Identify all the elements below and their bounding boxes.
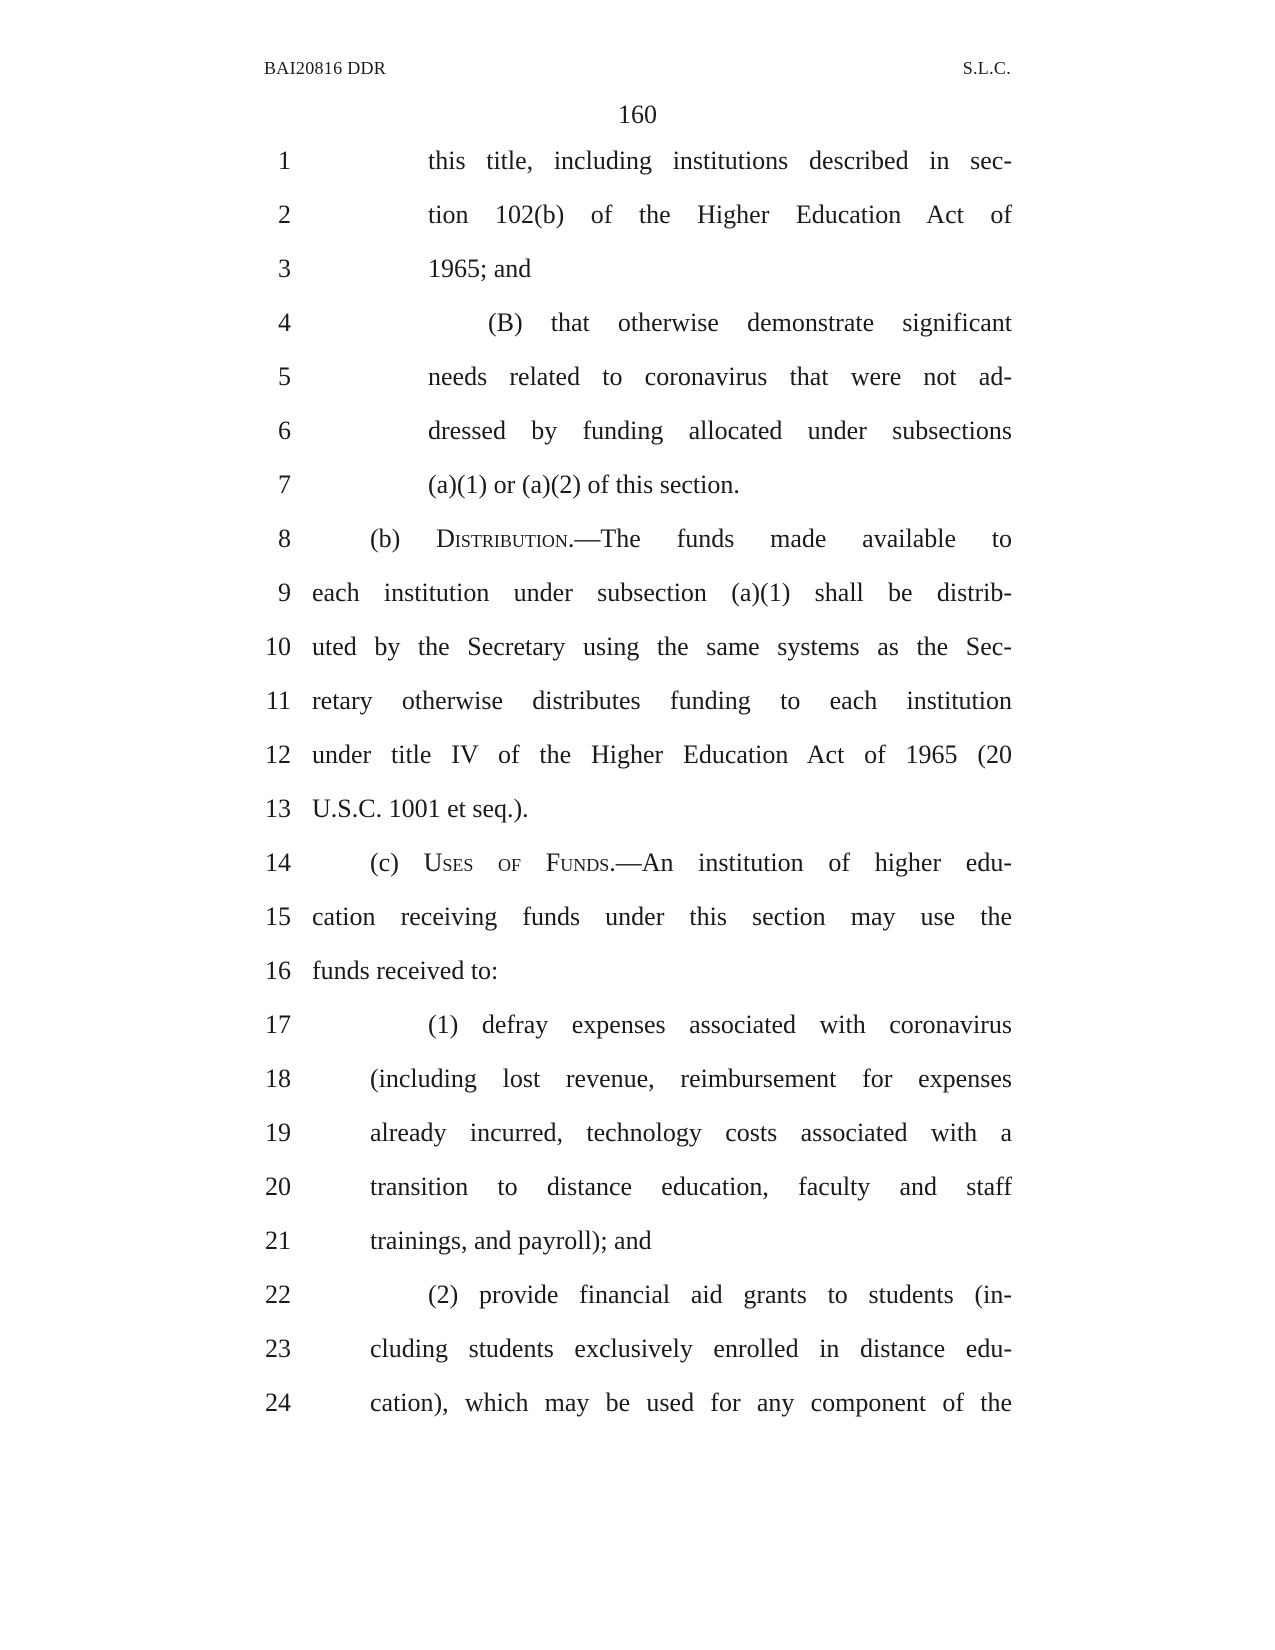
line-number: 5 (278, 362, 291, 391)
line-text: this title, including institutions described in sec- (428, 146, 1012, 175)
text-line (0, 416, 1275, 470)
line-number: 20 (265, 1172, 291, 1201)
line-number: 13 (265, 794, 291, 823)
text-line (0, 578, 1275, 632)
text-line (0, 848, 1275, 902)
text-line (0, 1172, 1275, 1226)
line-number: 15 (265, 902, 291, 931)
line-number: 6 (278, 416, 291, 445)
text-line (0, 740, 1275, 794)
text-line (0, 200, 1275, 254)
line-number: 11 (265, 686, 291, 715)
line-text: (including lost revenue, reimbursement for expenses (370, 1064, 1012, 1093)
line-number: 3 (278, 254, 291, 283)
line-text: already incurred, technology costs associated with a (370, 1118, 1012, 1147)
line-text: each institution under subsection (a)(1) shall be distrib- (312, 578, 1012, 607)
line-text: U.S.C. 1001 et seq.). (312, 794, 529, 823)
subsection-heading: Uses of Funds (423, 848, 610, 877)
line-number: 4 (278, 308, 291, 337)
line-text: 1965; and (428, 254, 532, 283)
subsection-label: (c) (370, 848, 424, 877)
line-text: under title IV of the Higher Education Act of 1965 (20 (312, 740, 1012, 769)
line-text: tion 102(b) of the Higher Education Act of (428, 200, 1012, 229)
subsection-label: (b) (370, 524, 437, 553)
text-line (0, 956, 1275, 1010)
line-text: (B) that otherwise demonstrate significant (488, 308, 1012, 337)
line-number: 14 (265, 848, 291, 877)
line-text: trainings, and payroll); and (370, 1226, 652, 1255)
line-number: 1 (278, 146, 291, 175)
line-number: 18 (265, 1064, 291, 1093)
page-number: 160 (618, 100, 657, 129)
subsection-heading: Distribution (436, 524, 568, 553)
text-line (0, 1334, 1275, 1388)
line-text: cation), which may be used for any component of the (370, 1388, 1012, 1417)
line-text: cation receiving funds under this section may use the (312, 902, 1012, 931)
line-text: (1) defray expenses associated with coronavirus (428, 1010, 1012, 1039)
line-number: 9 (278, 578, 291, 607)
line-number: 19 (265, 1118, 291, 1147)
line-number: 24 (265, 1388, 291, 1417)
line-text: funds received to: (312, 956, 499, 985)
text-line (0, 470, 1275, 524)
text-line (0, 362, 1275, 416)
line-number: 17 (265, 1010, 291, 1039)
text-line (0, 146, 1275, 200)
line-number: 10 (265, 632, 291, 661)
text-line (0, 632, 1275, 686)
line-text: transition to distance education, faculty and staff (370, 1172, 1012, 1201)
document-id: BAI20816 DDR (264, 58, 387, 78)
line-text-rest: .—An institution of higher edu- (609, 848, 1013, 877)
text-line (0, 524, 1275, 578)
line-number: 12 (265, 740, 291, 769)
text-line (0, 902, 1275, 956)
document-code: S.L.C. (962, 58, 1011, 78)
line-text: (a)(1) or (a)(2) of this section. (428, 470, 740, 499)
line-text-rest: .—The funds made available to (567, 524, 1012, 553)
text-line (0, 1280, 1275, 1334)
line-text: retary otherwise distributes funding to each institution (312, 686, 1012, 715)
line-number: 23 (265, 1334, 291, 1363)
line-number: 21 (265, 1226, 291, 1255)
line-number: 8 (278, 524, 291, 553)
line-text: uted by the Secretary using the same systems as the Sec- (312, 632, 1012, 661)
line-text: cluding students exclusively enrolled in distance edu- (370, 1334, 1012, 1363)
line-number: 16 (265, 956, 291, 985)
text-line (0, 686, 1275, 740)
line-text (370, 524, 1012, 554)
line-text (370, 848, 1012, 878)
text-line (0, 1064, 1275, 1118)
text-line (0, 1226, 1275, 1280)
text-line (0, 1388, 1275, 1442)
text-line (0, 1010, 1275, 1064)
line-number: 22 (265, 1280, 291, 1309)
line-text: (2) provide financial aid grants to students (in- (428, 1280, 1012, 1309)
text-line (0, 308, 1275, 362)
text-line (0, 1118, 1275, 1172)
line-number: 2 (278, 200, 291, 229)
line-text: dressed by funding allocated under subsections (428, 416, 1012, 445)
line-number: 7 (278, 470, 291, 499)
line-text: needs related to coronavirus that were not ad- (428, 362, 1012, 391)
text-line (0, 794, 1275, 848)
text-line (0, 254, 1275, 308)
